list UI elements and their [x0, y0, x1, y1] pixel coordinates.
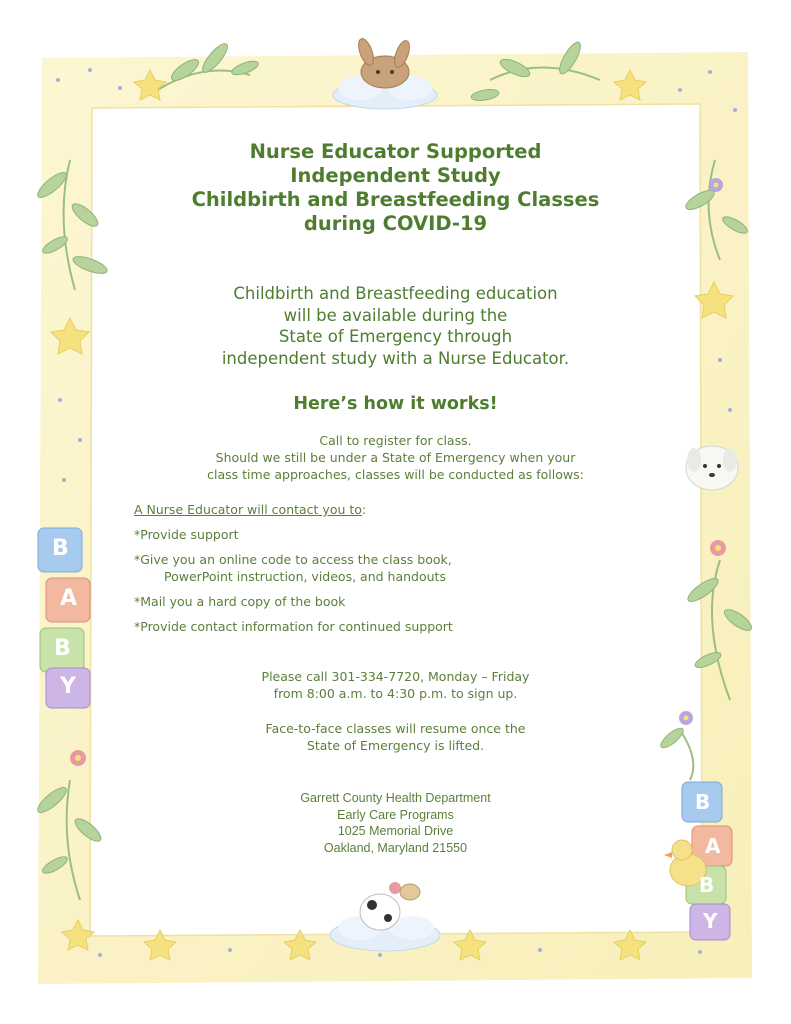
contact-lead-text: A Nurse Educator will contact you to — [134, 502, 362, 517]
call-line: from 8:00 a.m. to 4:30 p.m. to sign up. — [273, 686, 518, 701]
block-letter: B — [699, 873, 715, 897]
title-line: Nurse Educator Supported — [249, 140, 542, 163]
block-letter: B — [54, 636, 71, 661]
list-item-text: *Provide contact information for continued support — [134, 619, 453, 634]
intro-paragraph — [0, 283, 791, 369]
list-item-text: *Provide support — [134, 527, 239, 542]
register-paragraph — [0, 432, 791, 483]
dalmatian-on-cloud-illustration — [330, 884, 440, 951]
block-letter: Y — [703, 909, 718, 933]
call-info — [0, 668, 791, 702]
address-line: Early Care Programs — [337, 807, 454, 822]
how-it-works-heading: Here’s how it works! — [293, 394, 498, 414]
contact-list — [134, 501, 453, 635]
list-item — [134, 593, 453, 610]
call-line: Please call 301-334-7720, Monday – Friday — [261, 669, 530, 684]
address-line: Garrett County Health Department — [300, 791, 491, 805]
block-letter: Y — [60, 674, 76, 699]
intro-line: State of Emergency through — [278, 327, 513, 346]
list-item-text: *Mail you a hard copy of the book — [134, 594, 346, 609]
intro-line: will be available during the — [283, 305, 508, 325]
list-item — [134, 551, 453, 585]
list-item-text: *Give you an online code to access the class book, — [134, 552, 452, 567]
list-item-continuation: PowerPoint instruction, videos, and handouts — [164, 569, 446, 584]
block-letter: B — [695, 790, 711, 814]
title-line: Independent Study — [290, 164, 501, 187]
intro-line: independent study with a Nurse Educator. — [221, 348, 570, 368]
address-line: Oakland, Maryland 21550 — [323, 840, 468, 855]
flyer-title — [0, 140, 791, 236]
resume-line: State of Emergency is lifted. — [306, 738, 485, 753]
resume-info — [0, 720, 791, 754]
register-line: Call to register for class. — [319, 433, 472, 448]
intro-line: Childbirth and Breastfeeding education — [233, 284, 558, 303]
title-line: during COVID-19 — [303, 212, 488, 235]
block-letter: A — [60, 586, 78, 611]
register-line: class time approaches, classes will be conducted as follows: — [207, 467, 584, 482]
list-item — [134, 526, 453, 543]
block-letter: A — [705, 834, 721, 858]
contact-lead-colon: : — [361, 502, 367, 517]
block-letter: B — [52, 536, 69, 561]
title-line: Childbirth and Breastfeeding Classes — [191, 188, 600, 211]
list-item — [134, 618, 453, 635]
address-line: 1025 Memorial Drive — [337, 824, 454, 838]
contact-list-lead — [134, 501, 453, 518]
address-block — [0, 790, 791, 856]
register-line: Should we still be under a State of Emergency when your — [215, 450, 576, 465]
resume-line: Face-to-face classes will resume once the — [265, 721, 526, 736]
